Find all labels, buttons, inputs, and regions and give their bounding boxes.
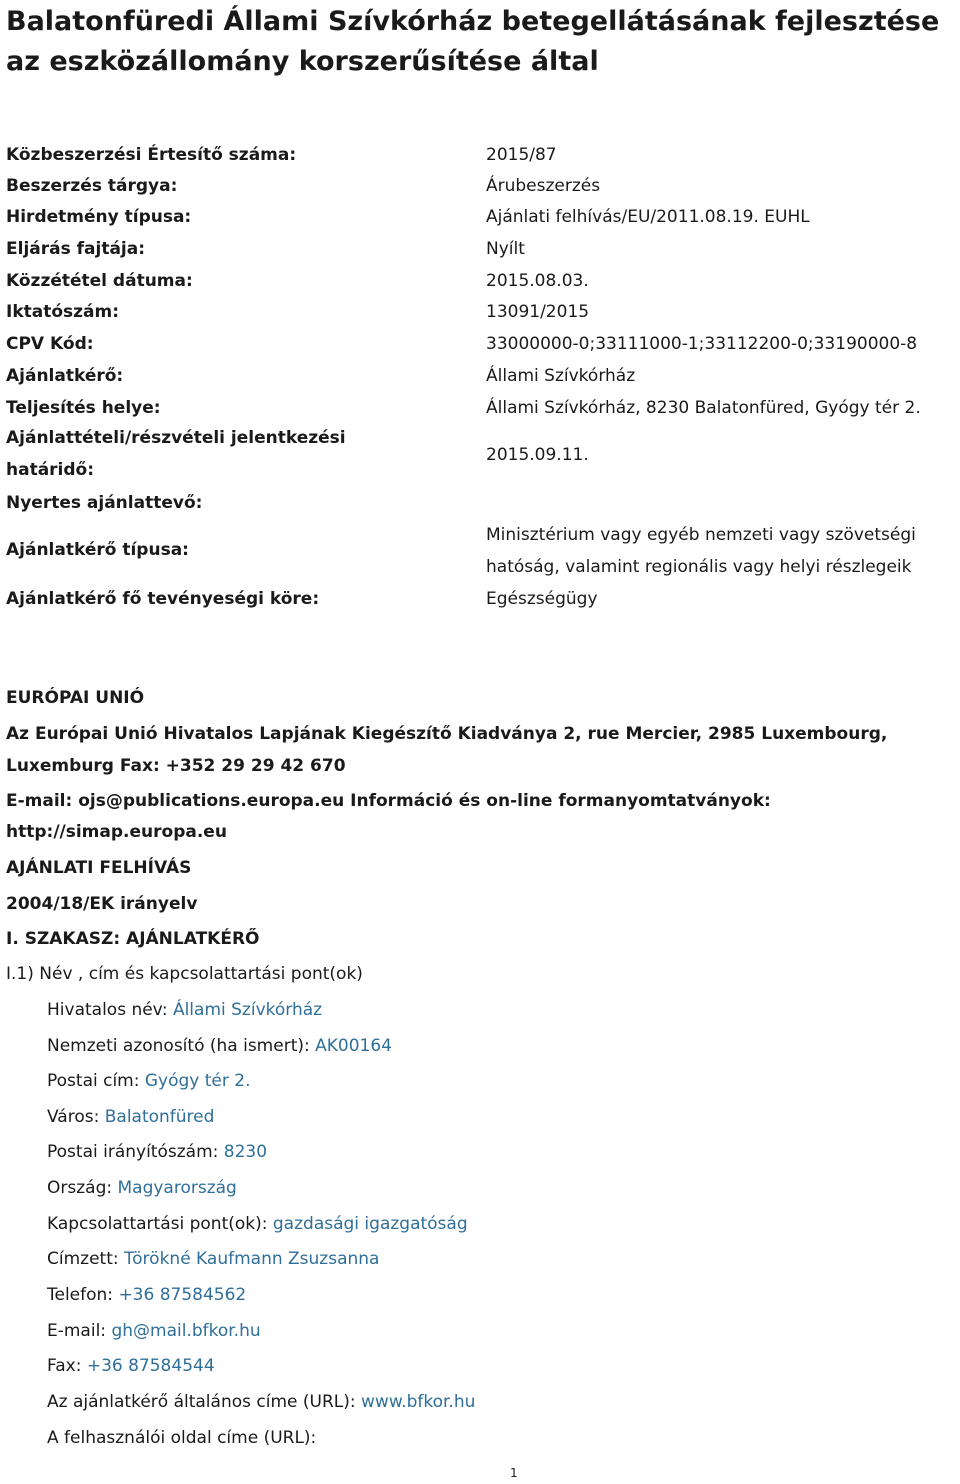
contact-kapcsolat [47,1214,468,1234]
contact-postai [47,1071,251,1091]
section-heading: I. SZAKASZ: AJÁNLATKÉRŐ [6,929,260,949]
label-ajanlatkero: Ajánlatkérő: [6,366,124,386]
contact-nev [47,1000,322,1020]
label-kozzetetel: Közzététel dátuma: [6,271,193,291]
label-tevekenyseg: Ajánlatkérő fő tevényeségi köre: [6,589,320,609]
label-eljaras: Eljárás fajtája: [6,239,146,259]
label-hatarido-line2: határidő: [6,460,95,480]
value-hatarido: 2015.09.11. [486,445,589,465]
contact-orszag-value: Magyarország [117,1178,237,1198]
value-teljesites: Állami Szívkórház, 8230 Balatonfüred, Gyógy tér 2. [486,398,921,418]
value-tipus-line1: Minisztérium vagy egyéb nemzeti vagy szövetségi [486,525,916,545]
contact-varos-label: Város: [47,1107,105,1127]
contact-email-value[interactable]: gh@mail.bfkor.hu [111,1321,261,1341]
contact-heading: I.1) Név , cím és kapcsolattartási pont(ok) [6,964,363,984]
label-ertesito: Közbeszerzési Értesítő száma: [6,145,297,165]
contact-url-label: Az ajánlatkérő általános címe (URL): [47,1392,362,1412]
contact-fax-value: +36 87584544 [86,1356,215,1376]
contact-url [47,1392,475,1412]
contact-orszag [47,1178,237,1198]
value-ajanlatkero: Állami Szívkórház [486,366,636,386]
value-iktatoszam: 13091/2015 [486,302,590,322]
eu-url-line: http://simap.europa.eu [6,822,227,842]
document-title: Balatonfüredi Állami Szívkórház betegellátásának fejlesztése az eszközállomány korszerűsítése által [6,6,940,77]
contact-telefon [47,1285,246,1305]
contact-fax-label: Fax: [47,1356,87,1376]
directive: 2004/18/EK irányelv [6,894,198,914]
contact-postai-label: Postai cím: [47,1071,145,1091]
contact-telefon-value: +36 87584562 [118,1285,247,1305]
contact-irsz-label: Postai irányítószám: [47,1142,224,1162]
label-teljesites: Teljesítés helye: [6,398,161,418]
contact-irsz [47,1142,267,1162]
eu-heading: EURÓPAI UNIÓ [6,688,145,708]
notice-type: AJÁNLATI FELHÍVÁS [6,858,192,878]
value-cpv: 33000000-0;33111000-1;33112200-0;33190000-8 [486,334,918,354]
value-eljaras: Nyílt [486,239,525,259]
label-iktatoszam: Iktatószám: [6,302,120,322]
contact-email-label: E-mail: [47,1321,112,1341]
value-hirdetmeny: Ajánlati felhívás/EU/2011.08.19. EUHL [486,207,810,227]
label-tipus: Ajánlatkérő típusa: [6,540,189,560]
contact-kapcsolat-value: gazdasági igazgatóság [272,1214,468,1234]
contact-felhasznaloi [47,1428,316,1448]
label-cpv: CPV Kód: [6,334,94,354]
contact-cimzett-label: Címzett: [47,1249,124,1269]
eu-address-line1: Az Európai Unió Hivatalos Lapjának Kiegészítő Kiadványa 2, rue Mercier, 2985 Luxembourg, [6,724,888,744]
contact-felhasznaloi-label: A felhasználói oldal címe (URL): [47,1428,317,1448]
page-number: 1 [510,1466,518,1480]
contact-telefon-label: Telefon: [47,1285,119,1305]
contact-fax [47,1356,215,1376]
contact-cimzett [47,1249,379,1269]
eu-address-line2: Luxemburg Fax: +352 29 29 42 670 [6,756,346,776]
value-kozzetetel: 2015.08.03. [486,271,589,291]
value-tevekenyseg: Egészségügy [486,589,598,609]
label-hirdetmeny: Hirdetmény típusa: [6,207,192,227]
contact-nev-label: Hivatalos név: [47,1000,173,1020]
contact-varos-value: Balatonfüred [104,1107,215,1127]
contact-cimzett-value: Törökné Kaufmann Zsuzsanna [124,1249,380,1269]
contact-postai-value: Gyógy tér 2. [144,1071,251,1091]
contact-azonosito [47,1036,392,1056]
contact-email [47,1321,261,1341]
eu-email-line: E-mail: ojs@publications.europa.eu Információ és on-line formanyomtatványok: [6,791,771,811]
contact-kapcsolat-label: Kapcsolattartási pont(ok): [47,1214,273,1234]
contact-azonosito-label: Nemzeti azonosító (ha ismert): [47,1036,316,1056]
contact-url-value[interactable]: www.bfkor.hu [361,1392,476,1412]
value-targy: Árubeszerzés [486,176,601,196]
label-nyertes: Nyertes ajánlattevő: [6,493,203,513]
label-targy: Beszerzés tárgya: [6,176,178,196]
contact-nev-value: Állami Szívkórház [172,1000,323,1020]
contact-varos [47,1107,214,1127]
contact-azonosito-value: AK00164 [315,1036,392,1056]
label-hatarido-line1: Ajánlattételi/részvételi jelentkezési [6,428,346,448]
contact-orszag-label: Ország: [47,1178,118,1198]
contact-irsz-value: 8230 [223,1142,268,1162]
value-ertesito: 2015/87 [486,145,557,165]
value-tipus-line2: hatóság, valamint regionális vagy helyi részlegeik [486,557,912,577]
